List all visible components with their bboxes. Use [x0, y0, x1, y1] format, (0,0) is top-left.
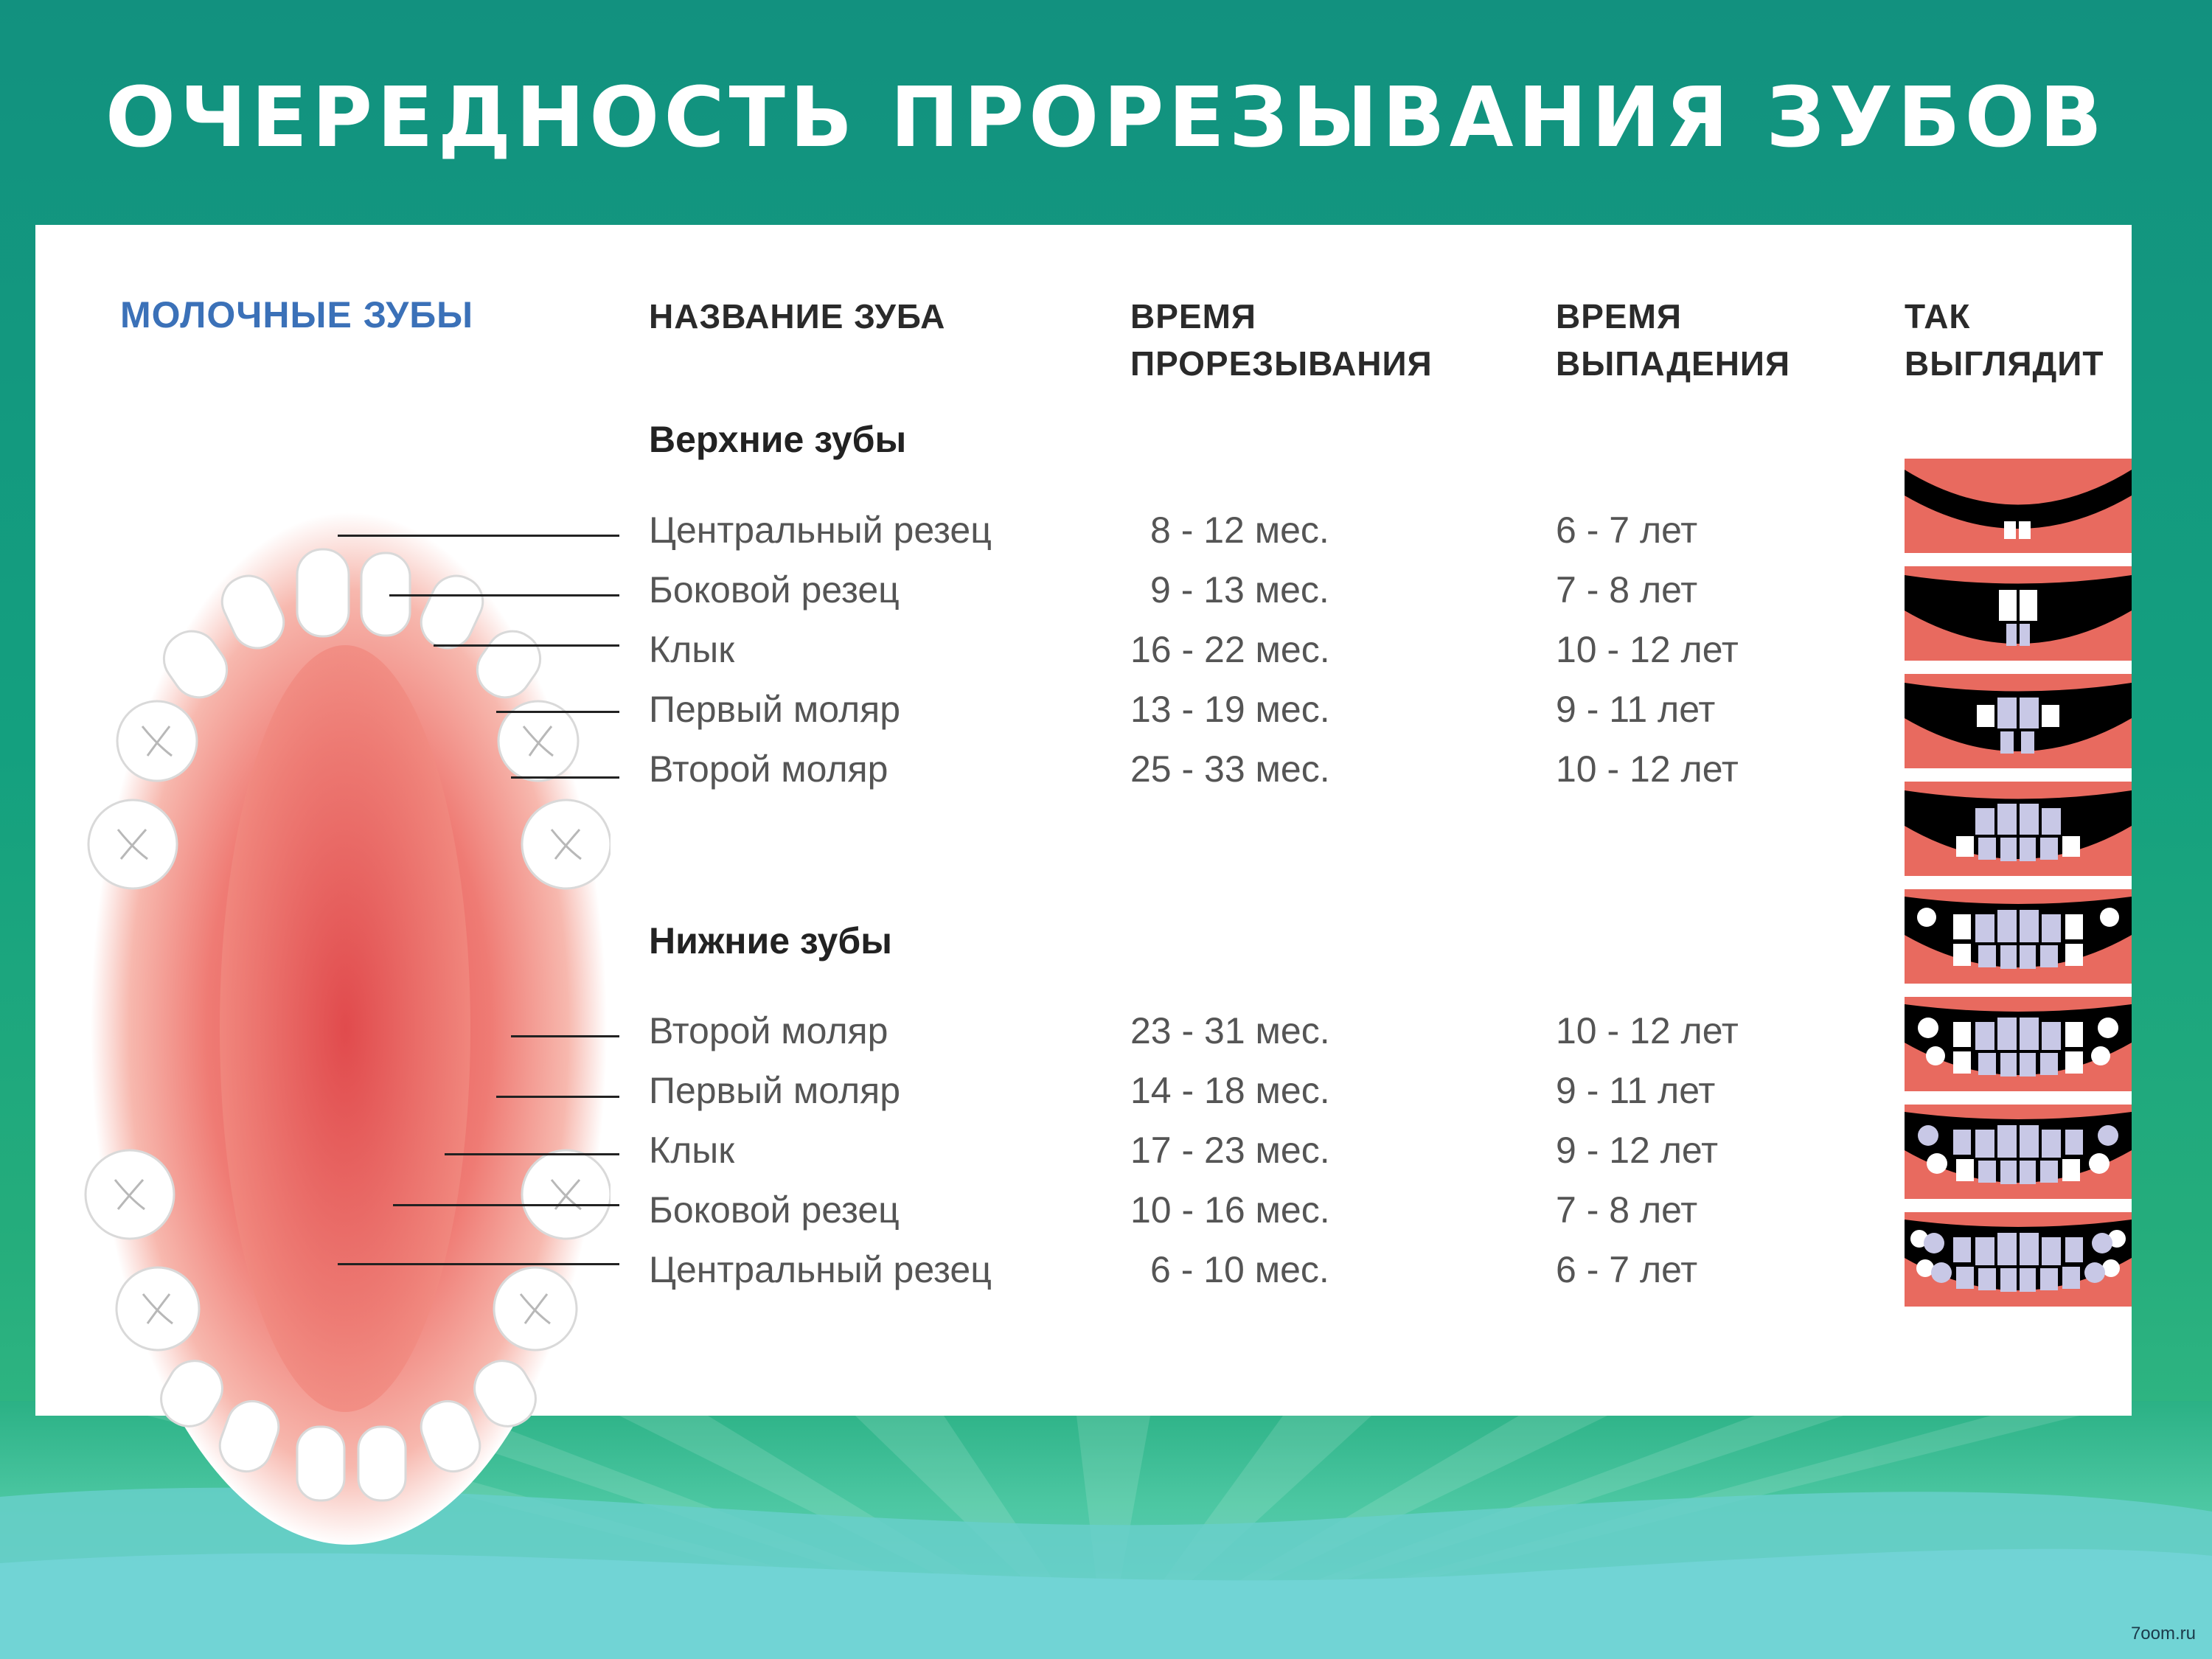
primary-teeth-label: МОЛОЧНЫЕ ЗУБЫ	[120, 294, 474, 335]
tooth-icon	[297, 549, 349, 636]
leader-line	[393, 1204, 619, 1206]
tooth-name: Первый моляр	[649, 689, 901, 730]
header-tooth-name: НАЗВАНИЕ ЗУБА	[649, 297, 946, 335]
eruption-time: 17 - 23 мес.	[1130, 1130, 1330, 1171]
header-looks-like: ТАК ВЫГЛЯДИТ	[1905, 297, 2104, 383]
leader-line	[511, 776, 619, 779]
tooth-icon	[498, 701, 578, 781]
tooth-icon	[358, 1427, 406, 1500]
stage-thumbnail	[1905, 889, 2132, 984]
header-loss-time: ВРЕМЯ ВЫПАДЕНИЯ	[1556, 297, 1791, 383]
stage-thumbnail	[1905, 674, 2132, 768]
eruption-time: 23 - 31 мес.	[1130, 1010, 1330, 1051]
leader-line	[445, 1153, 619, 1155]
palate	[220, 645, 470, 1412]
leader-line	[389, 594, 619, 597]
leader-line	[496, 711, 619, 713]
slide-title: ОЧЕРЕДНОСТЬ ПРОРЕЗЫВАНИЯ ЗУБОВ	[105, 70, 2107, 166]
tooth-name: Боковой резец	[649, 569, 900, 611]
loss-time: 10 - 12 лет	[1556, 1010, 1739, 1051]
eruption-time: 13 - 19 мес.	[1130, 689, 1330, 730]
stage-thumbnail	[1905, 566, 2132, 661]
leader-line	[496, 1096, 619, 1098]
loss-time: 9 - 12 лет	[1556, 1130, 1718, 1171]
upper-teeth-title: Верхние зубы	[649, 419, 907, 460]
tooth-name: Боковой резец	[649, 1189, 900, 1231]
leader-line	[338, 535, 619, 537]
loss-time: 10 - 12 лет	[1556, 748, 1739, 790]
tooth-name: Клык	[649, 1130, 735, 1171]
stage-thumbnail	[1905, 997, 2132, 1091]
loss-time: 6 - 7 лет	[1556, 1249, 1698, 1290]
tooth-name: Первый моляр	[649, 1070, 901, 1111]
eruption-time: 6 - 10 мес.	[1150, 1249, 1329, 1290]
teeth-eruption-chart	[35, 225, 2132, 1416]
loss-time: 9 - 11 лет	[1556, 689, 1716, 730]
tooth-icon	[297, 1427, 344, 1500]
tooth-name: Центральный резец	[649, 509, 992, 551]
eruption-time: 8 - 12 мес.	[1150, 509, 1329, 551]
tooth-name: Центральный резец	[649, 1249, 992, 1290]
tooth-name: Второй моляр	[649, 1010, 888, 1051]
eruption-time: 10 - 16 мес.	[1130, 1189, 1330, 1231]
leader-line	[338, 1263, 619, 1265]
jaw-diagram	[80, 505, 611, 1552]
tooth-name: Второй моляр	[649, 748, 888, 790]
header-eruption-time: ВРЕМЯ ПРОРЕЗЫВАНИЯ	[1130, 297, 1433, 383]
tooth-name: Клык	[649, 629, 735, 670]
loss-time: 10 - 12 лет	[1556, 629, 1739, 670]
stage-thumbnail	[1905, 782, 2132, 876]
eruption-time: 16 - 22 мес.	[1130, 629, 1330, 670]
loss-time: 7 - 8 лет	[1556, 569, 1698, 611]
lower-teeth-title: Нижние зубы	[649, 920, 892, 961]
loss-time: 7 - 8 лет	[1556, 1189, 1698, 1231]
stage-thumbnail	[1905, 1105, 2132, 1199]
leader-line	[434, 644, 619, 647]
stage-thumbnail	[1905, 459, 2132, 553]
eruption-time: 14 - 18 мес.	[1130, 1070, 1330, 1111]
eruption-time: 9 - 13 мес.	[1150, 569, 1329, 611]
loss-time: 9 - 11 лет	[1556, 1070, 1716, 1111]
eruption-time: 25 - 33 мес.	[1130, 748, 1330, 790]
stage-thumbnail	[1905, 1212, 2132, 1307]
leader-line	[511, 1035, 619, 1037]
source-caption: 7oom.ru	[2130, 1624, 2196, 1644]
loss-time: 6 - 7 лет	[1556, 509, 1698, 551]
